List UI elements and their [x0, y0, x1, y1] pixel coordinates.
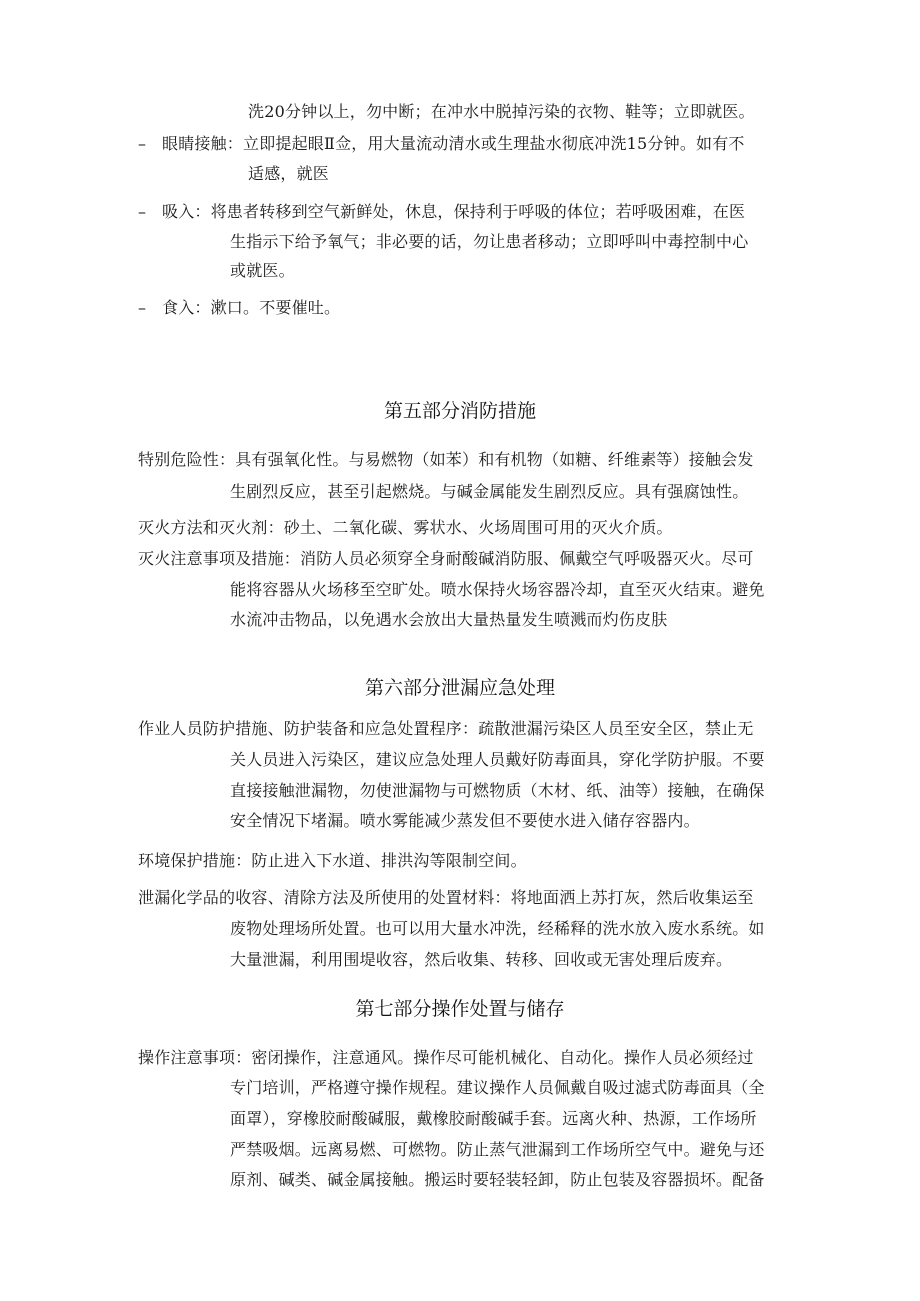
inhalation-line-3: 或就医。: [230, 261, 295, 280]
inhalation-line-2: 生指示下给予氧气；非必要的话，勿让患者移动；立即呼叫中毒控制中心: [230, 232, 749, 251]
personnel-line-4: 安全情况下堵漏。喷水雾能减少蒸发但不要使水进入储存容器内。: [230, 811, 700, 830]
cleanup-line-2: 废物处理场所处置。也可以用大量水冲洗，经稀释的洗水放入废水系统。如: [230, 919, 765, 938]
extinguishing-media-line: 灭火方法和灭火剂：砂土、二氧化碳、雾状水、火场周围可用的灭火介质。: [138, 518, 673, 537]
section5-title: 第五部分消防措施: [383, 400, 536, 422]
eye-contact-bullet: –: [138, 134, 146, 153]
fire-precautions-line-3: 水流冲击物品，以免遇水会放出大量热量发生喷溅而灼伤皮肤: [230, 610, 668, 629]
section7-title: 第七部分操作处置与储存: [355, 998, 565, 1020]
environment-line: 环境保护措施：防止进入下水道、排洪沟等限制空间。: [138, 851, 527, 870]
ingestion-line-1: 食入：漱口。不要催吐。: [162, 298, 341, 317]
handling-line-2: 专门培训，严格遵守操作规程。建议操作人员佩戴自吸过滤式防毒面具（全: [230, 1078, 765, 1097]
skin-contact-continuation: 洗20分钟以上，勿中断；在冲水中脱掉污染的衣物、鞋等；立即就医。: [248, 102, 755, 121]
inhalation-bullet: –: [138, 202, 146, 221]
cleanup-line-1: 泄漏化学品的收容、清除方法及所使用的处置材料：将地面洒上苏打灰，然后收集运至: [138, 888, 754, 907]
handling-line-4: 严禁吸烟。远离易燃、可燃物。防止蒸气泄漏到工作场所空气中。避免与还: [230, 1140, 765, 1159]
cleanup-line-3: 大量泄漏，利用围堤收容，然后收集、转移、回收或无害处理后废弃。: [230, 950, 733, 969]
fire-precautions-line-2: 能将容器从火场移至空旷处。喷水保持火场容器冷却，直至灭火结束。避免: [230, 580, 765, 599]
section6-title: 第六部分泄漏应急处理: [364, 677, 555, 699]
handling-line-3: 面罩），穿橡胶耐酸碱服，戴橡胶耐酸碱手套。远离火种、热源，工作场所: [230, 1109, 757, 1128]
personnel-line-1: 作业人员防护措施、防护装备和应急处置程序：疏散泄漏污染区人员至安全区，禁止无: [138, 719, 754, 738]
personnel-line-2: 关人员进入污染区，建议应急处理人员戴好防毒面具，穿化学防护服。不要: [230, 750, 765, 769]
special-hazard-line-1: 特别危险性：具有强氧化性。与易燃物（如苯）和有机物（如糖、纤维素等）接触会发: [138, 450, 754, 469]
fire-precautions-line-1: 灭火注意事项及措施：消防人员必须穿全身耐酸碱消防服、佩戴空气呼吸器灭火。尽可: [138, 549, 754, 568]
handling-line-5: 原剂、碱类、碱金属接触。搬运时要轻装轻卸，防止包装及容器损坏。配备: [230, 1170, 765, 1189]
eye-contact-line-2: 适感，就医: [248, 164, 330, 183]
ingestion-bullet: –: [138, 298, 146, 317]
handling-line-1: 操作注意事项：密闭操作，注意通风。操作尽可能机械化、自动化。操作人员必须经过: [138, 1048, 754, 1067]
eye-contact-line-1: 眼睛接触：立即提起眼Ⅱ佥，用大量流动清水或生理盐水彻底冲洗15分钟。如有不: [162, 134, 745, 153]
special-hazard-line-2: 生剧烈反应，甚至引起燃烧。与碱金属能发生剧烈反应。具有强腐蚀性。: [230, 482, 749, 501]
inhalation-line-1: 吸入：将患者转移到空气新鲜处，休息，保持利于呼吸的体位；若呼吸困难，在医: [162, 202, 746, 221]
personnel-line-3: 直接接触泄漏物，勿使泄漏物与可燃物质（木材、纸、油等）接触，在确保: [230, 781, 765, 800]
